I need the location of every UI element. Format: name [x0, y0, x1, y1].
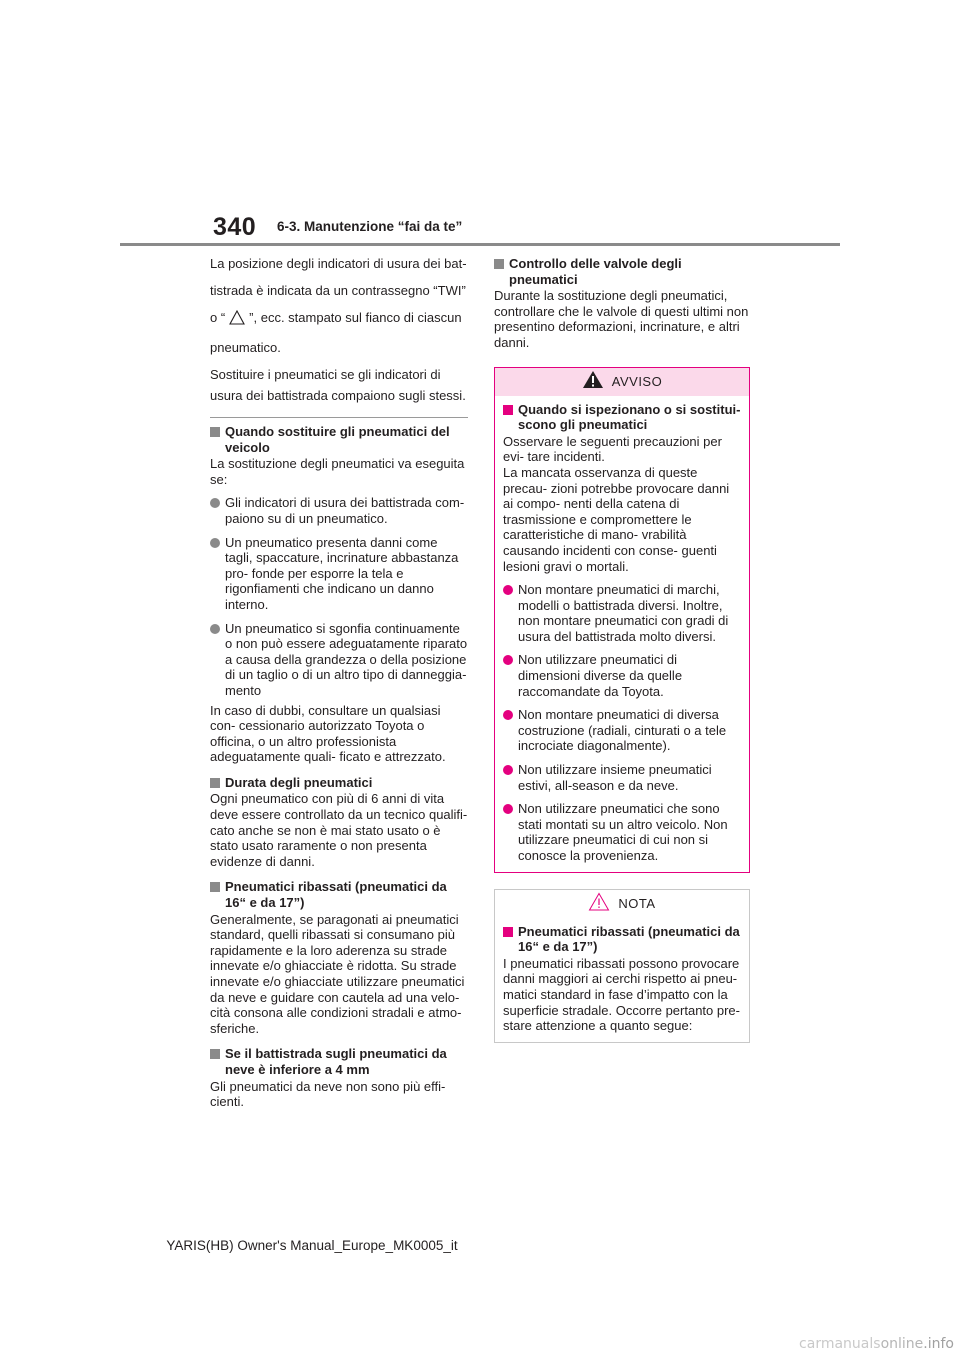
right-column [494, 256, 750, 1043]
notice-heading: Pneumatici ribassati (pneumatici da 16“ e da 17”) [503, 924, 741, 955]
page-header [0, 0, 960, 250]
notice-text: I pneumatici ribassati possono provocare danni maggiori ai cerchi rispetto ai pneu- matici standard in fase d’impatto con la superficie stradale. Occorre pertanto pre- stare attenzione a quanto segue: [503, 955, 740, 1034]
list-item: Non utilizzare insieme pneumatici estivi, all-season e da neve. [503, 762, 741, 793]
circle-bullet-icon [503, 655, 513, 665]
page-number: 340 [213, 213, 257, 241]
heading-when-replace: Quando sostituire gli pneumatici del veicolo [210, 424, 468, 455]
warning-heading: Quando si ispezionano o si sostitui- scono gli pneumatici [503, 402, 741, 433]
heading-snow-tires: Se il battistrada sugli pneumatici da neve è inferiore a 4 mm [210, 1046, 468, 1077]
circle-bullet-icon [210, 538, 220, 548]
when-replace-lead: La sostituzione degli pneumatici va eseguita se: [210, 456, 465, 487]
caution-outline-icon [588, 892, 610, 915]
tread-wear-triangle-icon [229, 310, 245, 328]
heading-low-profile: Pneumatici ribassati (pneumatici da 16“ e da 17”) [210, 879, 468, 910]
notice-box [494, 889, 750, 1043]
list-item: Un pneumatico presenta danni come tagli, spaccature, incrinature abbastanza pro- fonde per esporre la tela e rigonfiamenti che indicano un danno interno. [210, 535, 468, 613]
list-item: Non utilizzare pneumatici che sono stati montati su un altro veicolo. Non utilizzare pneumatici di cui non si conosce la provenienza. [503, 801, 741, 863]
low-profile-text: Generalmente, se paragonati ai pneumatici standard, quelli ribassati si consumano più rapidamente e la loro aderenza su strade innevate e/o ghiacciate è ridotta. Su strade innevate e/o ghiacciate utilizzare pneumatici da neve e guidare con cautela ad una velo- cità consona alle condizioni stradali e atmo- sferiche. [210, 911, 465, 1036]
intro-line-3 [210, 310, 468, 328]
intro-quote-close: ”, ecc. stampato sul fianco di ciascun [249, 310, 462, 325]
snow-tires-text: Gli pneumatici da neve non sono più effi- cienti. [210, 1078, 446, 1110]
intro-line-5: Sostituire i pneumatici se gli indicatori di [210, 367, 441, 382]
heading-tire-life: Durata degli pneumatici [210, 775, 468, 791]
warning-box-body [495, 396, 749, 872]
circle-bullet-icon [503, 765, 513, 775]
when-replace-after: In caso di dubbi, consultare un qualsiasi con- cessionario autorizzato Toyota o officina, o un altro professionista adeguatamente quali- ficato e attrezzato. [210, 702, 446, 765]
circle-bullet-icon [210, 624, 220, 634]
valves-text: Durante la sostituzione degli pneumatici, controllare che le valvole di questi ultimi non presentino deformazioni, incrinature, e altri danni. [494, 288, 749, 350]
circle-bullet-icon [503, 710, 513, 720]
square-bullet-icon [210, 427, 220, 437]
heading-valves: Controllo delle valvole degli pneumatici [494, 256, 750, 287]
square-bullet-icon [210, 778, 220, 788]
warning-intro-2: La mancata osservanza di queste precau- zioni potrebbe provocare danni ai compo- nenti della catena di trasmissione e compromettere le caratteristiche di mano- vrabilità causando incidenti con conse- guenti lesioni gravi o mortali. [503, 464, 730, 574]
intro-quote-open: o “ [210, 310, 226, 325]
list-item: Gli indicatori di usura dei battistrada com- paiono su di un pneumatico. [210, 495, 468, 526]
left-column [210, 256, 468, 1116]
list-item: Non utilizzare pneumatici di dimensioni diverse da quelle raccomandate da Toyota. [503, 652, 741, 699]
header-divider [120, 243, 840, 246]
circle-bullet-icon [503, 804, 513, 814]
notice-box-body [495, 918, 749, 1042]
list-item: Non montare pneumatici di marchi, modelli o battistrada diversi. Inoltre, non montare pneumatici con gradi di usura del battistrada molto diversi. [503, 582, 741, 644]
warning-box-title: AVVISO [495, 368, 749, 396]
square-bullet-icon [503, 405, 513, 415]
notice-box-title: NOTA [495, 890, 749, 918]
list-item: Un pneumatico si sgonfia continuamente o non può essere adeguatamente riparato a causa della grandezza o della posizione di un taglio o di un altro tipo di danneggia- mento [210, 621, 468, 699]
page-footer [0, 1238, 960, 1253]
section-divider [210, 417, 468, 418]
circle-bullet-icon [503, 585, 513, 595]
list-item: Non montare pneumatici di diversa costruzione (radiali, cinturati o a tele incrociate diagonalmente). [503, 707, 741, 754]
intro-line-4: pneumatico. [210, 340, 281, 355]
warning-intro: Osservare le seguenti precauzioni per evi- tare incidenti. [503, 433, 722, 465]
manual-id: YARIS(HB) Owner's Manual_Europe_MK0005_it [166, 1238, 458, 1253]
watermark: carmanualsonline.info [799, 1336, 954, 1352]
intro-line-1: La posizione degli indicatori di usura dei bat- [210, 256, 467, 271]
intro-line-2: tistrada è indicata da un contrassegno “TWI” [210, 283, 466, 298]
square-bullet-icon [210, 882, 220, 892]
circle-bullet-icon [210, 498, 220, 508]
intro-line-6: usura dei battistrada compaiono sugli stessi. [210, 388, 466, 403]
square-bullet-icon [494, 259, 504, 269]
section-title: 6-3. Manutenzione “fai da te” [277, 219, 463, 234]
square-bullet-icon [503, 927, 513, 937]
warning-box [494, 367, 750, 873]
square-bullet-icon [210, 1049, 220, 1059]
warning-icon [582, 370, 604, 393]
tire-life-text: Ogni pneumatico con più di 6 anni di vita deve essere controllato da un tecnico qualifi- cato anche se non è mai stato usato o è stato usato raramente o non presenta evidenze di danni. [210, 791, 468, 869]
